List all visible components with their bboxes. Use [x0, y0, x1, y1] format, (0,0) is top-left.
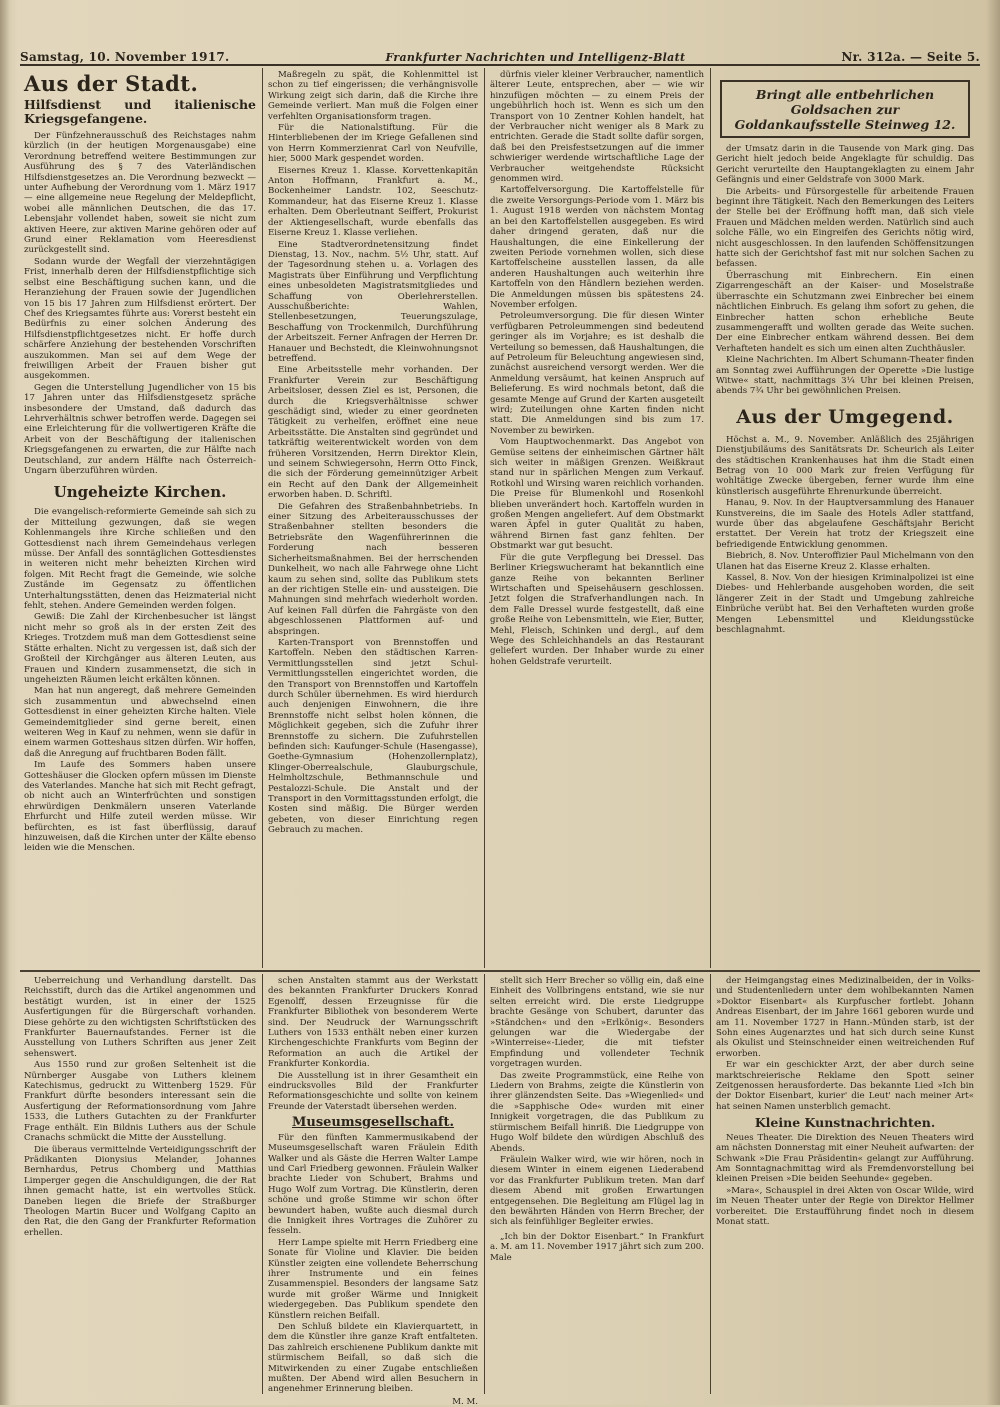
- paragraph: Aus 1550 rund zur großen Seltenheit ist die Nürnberger Ausgabe von Luthers kleinem Katechismus, gedruckt zu Wittenberg 1529. Für Frankfurt dürfte besonders interessant sein die Ausfertigung der Reformationsordnung vom Jahre 1533, die Luthers Gutachten zu der Frankfurter Frage enthält. Ein Bildnis Luthers aus der Schule Cranachs schmückt die Mitte der Ausstellung.: [24, 1060, 256, 1144]
- paragraph: Die Ausstellung ist in ihrer Gesamtheit ein eindrucksvolles Bild der Frankfurter Reformationsgeschichte und sollte von keinem Freunde der Vaterstadt übersehen werden.: [268, 1070, 478, 1112]
- paragraph: der Umsatz darin in die Tausende von Mark ging. Das Gericht hielt jedoch beide Angeklagte für schuldig. Das Gericht verurteilte den Hauptangeklagten zu einem Jahr Gefängnis und einer Geldstrafe von 3000 Mark.: [716, 144, 974, 186]
- paragraph: Vom Hauptwochenmarkt. Das Angebot von Gemüse seitens der einheimischen Gärtner hält sich weiter in mäßigen Grenzen. Weißkraut stand nur in spärlichen Mengen zum Verkauf. Rotkohl und Wirsing waren reichlich vorhanden. Die Preise für Blumenkohl und Rosenkohl blieben unverändert hoch. Kartoffeln wurden in großen Mengen angeliefert. Auf dem Obstmarkt waren Äpfel in guter Qualität zu haben, während Birnen fast ganz fehlten. Der Obstmarkt war gut besucht.: [490, 437, 704, 552]
- paragraph: Kartoffelversorgung. Die Kartoffelstelle für die zweite Versorgungs-Periode vom 1. März bis 1. August 1918 werden von nächstem Montag an bei den Kartoffelstellen ausgegeben. Es wird daher dringend geraten, daß nur die Haushaltungen, die eine Einkellerung der zweiten Periode vornehmen wollen, sich diese Kartoffelscheine ausstellen lassen, da alle anderen Haushaltungen auch weiterhin ihre Kartoffeln von den Händlern beziehen werden. Die Anmeldungen müssen bis spätestens 24. November erfolgen.: [490, 185, 704, 310]
- lower-column-4: [716, 976, 974, 1396]
- column-rule: [710, 974, 711, 1394]
- article-kirchen-body: [24, 507, 256, 853]
- page-edge-shadow: [986, 0, 1000, 1405]
- paragraph-eisenbart-intro: „Ich bin der Doktor Eisenbart.“ In Frankfurt a. M. am 11. November 1917 jährt sich zum 200. Male: [490, 1231, 704, 1263]
- paragraph: Den Schluß bildete ein Klavierquartett, in dem die Künstler ihre ganze Kraft entfalteten. Das zahlreich erschienene Publikum dankte mit stürmischem Beifall, so daß sich die Mitwirkenden zu einer Zugabe entschließen mußten. Der Abend wird allen Besuchern in angenehmer Erinnerung bleiben.: [268, 1322, 478, 1395]
- column-3: [490, 70, 704, 966]
- column-1: [24, 70, 256, 966]
- header-masthead: Frankfurter Nachrichten und Intelligenz-Blatt: [385, 51, 686, 64]
- article-title-museumsgesellschaft: Museumsgesellschaft.: [291, 1115, 455, 1131]
- paragraph: Hanau, 9. Nov. In der Hauptversammlung des Hanauer Kunstvereins, die im Saale des Hotels Adler stattfand, wurde über das abgelaufene Geschäftsjahr Bericht erstattet. Der Verein hat trotz der Kriegszeit eine befriedigende Entwicklung genommen.: [716, 498, 974, 550]
- paragraph: Überraschung mit Einbrechern. Ein einen Zigarrengeschäft an der Kaiser- und Moselstraße überraschte ein Schutzmann zwei Einbrecher bei einem nächtlichen Einbruch. Es gelang ihm sofort zu gehen, die Einbrecher hatten schon erhebliche Beute zusammengerafft und wollten gerade das Weite suchen. Der eine Einbrecher entkam während dessen. Bei dem Verhafteten handelt es sich um einen alten Zuchthäusler.: [716, 270, 974, 354]
- paragraph: Eine Arbeitsstelle mehr vorhanden. Der Frankfurter Verein zur Beschäftigung Arbeitsloser, dessen Ziel es ist, Personen, die durch die Kriegsverhältnisse schwer geschädigt sind, wieder zu einer geordneten Tätigkeit zu verhelfen, eröffnet eine neue Arbeitsstätte. Die Anstalten sind gegründet und tatkräftig weiterentwickelt worden von dem früheren Vorsitzenden, Herrn Direktor Klein, und seinem Schwiegersohn, Herrn Otto Finck, die sich der Förderung gemeinnütziger Arbeit ein Recht auf den Dank der Allgemeinheit erworben haben. D. Schriftl.: [268, 365, 478, 501]
- paragraph: Man hat nun angeregt, daß mehrere Gemeinden sich zusammentun und abwechselnd einen Gottesdienst in einer geheizten Kirche halten. Viele Gemeindemitglieder sind gerne bereit, einen weiteren Weg in Kauf zu nehmen, wenn sie dafür in einem warmen Gotteshaus sitzen dürfen. Wir hoffen, daß die Anregung auf fruchtbaren Boden fällt.: [24, 686, 256, 759]
- article-signature: M. M.: [452, 1396, 478, 1407]
- paragraph: Petroleumversorgung. Die für diesen Winter verfügbaren Petroleummengen sind bedeutend geringer als im Vorjahre; es ist deshalb die Verteilung so bemessen, daß Haushaltungen, die auf Petroleum für Beleuchtung angewiesen sind, zunächst ausreichend versorgt werden. Wer die Anmeldung versäumt, hat keinen Anspruch auf Belieferung. Es wird nochmals betont, daß die gesamte Menge auf Grund der Karten ausgeteilt wird; Zuteilungen ohne Karten finden nicht statt. Die Anmeldungen sind bis zum 17. November zu bewirken.: [490, 311, 704, 436]
- paragraph: Für die Nationalstiftung. Für die Hinterbliebenen der im Kriege Gefallenen sind von Herrn Kommerzienrat Carl von Neufville, hier, 5000 Mark gespendet worden.: [268, 123, 478, 165]
- header-date: Samstag, 10. November 1917.: [20, 50, 230, 64]
- paragraph: Biebrich, 8. Nov. Unteroffizier Paul Michelmann von den Ulanen hat das Eiserne Kreuz 2. Klasse erhalten.: [716, 551, 974, 572]
- column-rule: [484, 974, 485, 1394]
- paragraph: Die evangelisch-reformierte Gemeinde sah sich zu der Mitteilung gezwungen, daß sie wegen Kohlenmangels ihre Kirche schließen und den Gottesdienst nach ihrem Gemeindehaus verlegen müsse. Der Anfall des sonntäglichen Gottesdienstes in weiteren nicht mehr beheizten Kirchen wird folgen. Mit Recht fragt die Gemeinde, wie solche Zustände im Gegensatz zu öffentlichen Unterhaltungsstätten, denen das Heizmaterial nicht fehlt, stehen. Andere Gemeinden werden folgen.: [24, 507, 256, 612]
- column-2: [268, 70, 478, 966]
- paragraph: Eine Stadtverordnetensitzung findet Dienstag, 13. Nov., nachm. 5½ Uhr, statt. Auf der Tagesordnung stehen u. a. Vorlagen des Magistrats über Einführung und Verpflichtung eines unbesoldeten Magistratsmitgliedes und Schaffung von Oberlehrerstellen. Ausschußberichte: Wahlen, Stellenbesetzungen, Teuerungszulage, Beschaffung von Trockenmilch, Durchführung der Arbeitszeit. Ferner Anfragen der Herren Dr. Hanauer und Bechstedt, die Kleinwohnungsnot betreffend.: [268, 239, 478, 364]
- paragraph: Der Fünfzehnerausschuß des Reichstages nahm kürzlich (in der heutigen Morgenausgabe) eine Verordnung betreffend weitere Bestimmungen zur Ausführung des § 7 des Vaterländischen Hilfsdienstgesetzes an. Die Verordnung bezweckt — unter Aufhebung der Verordnung vom 1. März 1917 — eine allgemeine neue Regelung der Meldepflicht, wobei alle männlichen Deutschen, die das 17. Lebensjahr vollendet haben, soweit sie nicht zum aktiven Heere, zur aktiven Marine gehören oder auf Grund einer Reklamation vom Heeresdienst zurückgestellt sind.: [24, 131, 256, 256]
- lower-column-2: [268, 976, 478, 1407]
- section-rule: [20, 970, 980, 972]
- column-rule: [262, 974, 263, 1394]
- paragraph: schen Anstalten stammt aus der Werkstatt des bekannten Frankfurter Druckers Konrad Egenolff, dessen Erzeugnisse für die Frankfurter Bibliothek von besonderem Werte sind. Der Neudruck der Warnungsschrift Luthers von 1533 enthält neben einer kurzen Kirchengeschichte Frankfurts vom Beginn der Reformation an auch die Artikel der Frankfurter Konkordia.: [268, 976, 478, 1070]
- lower-column-3: [490, 976, 704, 1396]
- paragraph: Gegen die Unterstellung Jugendlicher von 15 bis 17 Jahren unter das Hilfsdienstgesetz spräche insbesondere der Umstand, daß dadurch das Lehrverhältnis schwer betroffen werde. Dagegen sei eine Erleichterung für die vollwertigeren Kräfte die Arbeit von der Beschäftigung der italienischen Kriegsgefangenen zu erwarten, die zur Hälfte nach Deutschland, zur andern Hälfte nach Österreich-Ungarn überzuführen würden.: [24, 382, 256, 476]
- paragraph: Höchst a. M., 9. November. Anläßlich des 25jährigen Dienstjubiläums des Sanitätsrats Dr. Scheurich als Leiter des städtischen Krankenhauses hat ihm die Stadt einen Betrag von 10 000 Mark zur freien Verfügung für wohltätige Zwecke übergeben, ferner wurde ihm eine künstlerisch ausgeführte Ehrenurkunde überreicht.: [716, 434, 974, 497]
- paragraph: Eisernes Kreuz 1. Klasse. Korvettenkapitän Anton Hoffmann, Frankfurt a. M., Bockenheimer Landstr. 102, Seeschutz-Kommandeur, hat das Eiserne Kreuz 1. Klasse erhalten. Dem Oberleutnant Seiffert, Prokurist der Aktiengesellschaft, wurde ebenfalls das Eiserne Kreuz 1. Klasse verliehen.: [268, 165, 478, 239]
- paragraph: Die überaus vermittelnde Verteidigungsschrift der Prädikanten Dionysius Melander, Johannes Bernhardus, Petrus Chomberg und Matthias Limperger gegen die Anschuldigungen, die der Rat ihnen gemacht hatte, ist ein wertvolles Stück. Daneben liegen die Briefe der Straßburger Theologen Martin Bucer und Wolfgang Capito an den Rat, die den Gang der Frankfurter Reformation erhellen.: [24, 1144, 256, 1238]
- paragraph: Sodann wurde der Wegfall der vierzehntägigen Frist, innerhalb deren der Hilfsdienstpflichtige sich selbst eine Beschäftigung suchen kann, und die Heranziehung der Frauen sowie der Jugendlichen von 15 bis 17 Jahren zum Hilfsdienst erörtert. Der Chef des Kriegsamtes führte aus: Vorerst besteht ein Bedürfnis zu einer solchen Änderung des Hilfsdienstpflichtgesetzes nicht. Er hoffe durch schärfere Anziehung der bestehenden Vorschriften auszukommen. Man sei auf dem Wege der freiwilligen Arbeit der Frauen bisher gut ausgekommen.: [24, 256, 256, 382]
- paragraph: stellt sich Herr Brecher so völlig ein, daß eine Einheit des Vollbringens entstand, wie sie nur selten erreicht wird. Die erste Liedgruppe brachte Gesänge von Schubert, darunter das »Ständchen« und den »Erlkönig«. Besonders gelungen war die Wiedergabe der »Winterreise«-Lieder, die mit tiefster Empfindung und vollendeter Technik vorgetragen wurden.: [490, 976, 704, 1070]
- column-4: [716, 144, 974, 966]
- paragraph: Die Arbeits- und Fürsorgestelle für arbeitende Frauen beginnt ihre Tätigkeit. Nach den Bemerkungen des Leiters der Stelle bei der Eröffnung hofft man, daß sich viele Frauen und Mädchen melden werden. Natürlich sind auch solche Fälle, wo ein Eingreifen des Gerichts nötig wird, nicht ausgeschlossen. In den laufenden Schöffensitzungen hatte sich der Gerichtshof fast mit nur solchen Sachen zu befassen.: [716, 186, 974, 270]
- paragraph: der Heimgangstag eines Medizinalbeiden, der in Volks- und Studentenliedern unter dem wohlbekannten Namen »Doktor Eisenbart« als Kurpfuscher fortlebt. Johann Andreas Eisenbart, der im Jahre 1661 geboren wurde und am 11. November 1727 in Hann.-Münden starb, ist der Sohn eines Augenarztes und hat sich durch seine Kunst als Okulist und Steinschneider einen weitreichenden Ruf erworben.: [716, 976, 974, 1059]
- gold-collection-ad: [720, 80, 970, 138]
- paragraph: Maßregeln zu spät, die Kohlenmittel ist schon zu tief eingerissen; die verhängnisvolle Wirkung zeigt sich darin, daß die Kirche ihre Gemeinde verliert. Man muß die Folgen einer verfehlten Organisationsform tragen.: [268, 70, 478, 122]
- paragraph: Fräulein Walker wird, wie wir hören, noch in diesem Winter in einem eigenen Liederabend vor das Frankfurter Publikum treten. Man darf diesem Abend mit großen Erwartungen entgegensehen. Die Begleitung am Flügel lag in den bewährten Händen von Herrn Brecher, der sich als feinfühliger Begleiter erwies.: [490, 1154, 704, 1228]
- paragraph: Für den fünften Kammermusikabend der Museumsgesellschaft waren Fräulein Edith Walker und als Gäste die Herren Walter Lampe und Carl Friedberg gewonnen. Fräulein Walker brachte Lieder von Schubert, Brahms und Hugo Wolf zum Vortrag. Die Künstlerin, deren schöne und große Stimme wir schon öfter bewundert haben, wußte auch diesmal durch die Innigkeit ihres Vortrages die Zuhörer zu fesseln.: [268, 1132, 478, 1237]
- page-gutter-shadow: [0, 0, 10, 1405]
- paragraph: Ueberreichung und Verhandlung darstellt. Das Reichsstift, durch das die Artikel angenommen und bestätigt wurden, ist in einer der 1525 Ausfertigungen für die Bürgerschaft vorhanden. Diese gehörte zu den wichtigsten Schriftstücken des Frankfurter Bauernaufstandes. Ferner ist die Ausstellung von Luthers Schriften aus jener Zeit sehenswert.: [24, 976, 256, 1059]
- paragraph: Kleine Nachrichten. Im Albert Schumann-Theater finden am Sonntag zwei Aufführungen der Operette »Die lustige Witwe« statt, nachmittags 3¼ Uhr bei kleinen Preisen, abends 7¾ Uhr bei gewöhnlichen Preisen.: [716, 355, 974, 397]
- paragraph: »Mara«, Schauspiel in drei Akten von Oscar Wilde, wird im Neuen Theater unter der Regie von Direktor Hellmer vorbereitet. Die Erstaufführung findet noch in diesem Monat statt.: [716, 1185, 974, 1227]
- paragraph: Er war ein geschickter Arzt, der aber durch seine marktschreierische Reklame den Spott seiner Zeitgenossen herausforderte. Das bekannte Lied »Ich bin der Doktor Eisenbart, kurier' die Leut' nach meiner Art« hat seinen Namen unsterblich gemacht.: [716, 1060, 974, 1112]
- section-title-aus-der-umgegend: Aus der Umgegend.: [736, 405, 954, 428]
- paragraph: Gewiß: Die Zahl der Kirchenbesucher ist längst nicht mehr so groß als in der ersten Zeit des Krieges. Trotzdem muß man dem Gottesdienst seine Stätte erhalten. Nicht zu vergessen ist, daß sich der Großteil der Kirchgänger aus älteren Leuten, aus Frauen und Kindern zusammensetzt, die sich in ungeheizten Räumen leicht erkälten können.: [24, 612, 256, 685]
- ad-text: Bringt alle entbehrlichen Goldsachen zur Goldankaufsstelle Steinweg 12.: [734, 86, 956, 132]
- paragraph: Für die gute Verpflegung bei Dressel. Das Berliner Kriegswucheramt hat bekanntlich eine ganze Reihe von bekannten Berliner Wirtschaften und Speisehäusern geschlossen. Jetzt folgen die Strafverhandlungen nach. In dem Falle Dressel wurde festgestellt, daß eine große Reihe von Lebensmitteln, wie Eier, Butter, Mehl, Fleisch, Schinken und dergl., auf dem Wege des Schleichhandels an das Restaurant geliefert wurden. Der Inhaber wurde zu einer hohen Geldstrafe verurteilt.: [490, 552, 704, 667]
- paragraph: Im Laufe des Sommers haben unsere Gotteshäuser die Glocken opfern müssen im Dienste des Vaterlandes. Manche hat sich mit Recht gefragt, ob nicht auch an Winterfrüchten und sonstigen ehrwürdigen Denkmälern unseren Vaterlande Ehrfurcht und Hilfe zuteil werden müsse. Wir befürchten, es ist fast überflüssig, darauf hinzuweisen, daß die Kirchen unter der Kälte ebenso leiden wie die Menschen.: [24, 760, 256, 854]
- column-rule: [484, 68, 485, 968]
- header-page-number: Nr. 312a. — Seite 5.: [841, 50, 980, 64]
- article-title-kleine-kunstnachrichten: Kleine Kunstnachrichten.: [754, 1115, 936, 1131]
- page-header: [20, 44, 980, 66]
- paragraph: Kassel, 8. Nov. Von der hiesigen Kriminalpolizei ist eine Diebes- und Hehlerbande ausgehoben worden, die seit längerer Zeit in der Stadt und Umgebung zahlreiche Einbrüche verübt hat. Bei den Verhafteten wurden große Mengen Lebensmittel und Kleidungsstücke beschlagnahmt.: [716, 573, 974, 636]
- article-hilfsdienst-body: [24, 131, 256, 476]
- paragraph: Neues Theater. Die Direktion des Neuen Theaters wird am nächsten Donnerstag mit einer Neuheit aufwarten: der Schwank »Die Frau Präsidentin« gelangt zur Aufführung. Am Sonntagnachmittag wird als Fremdenvorstellung bei kleinen Preisen »Die beiden Seehunde« gegeben.: [716, 1132, 974, 1185]
- paragraph: Das zweite Programmstück, eine Reihe von Liedern von Brahms, zeigte die Künstlerin von ihrer glänzendsten Seite. Das »Wiegenlied« und die »Sapphische Ode« wurden mit einer Innigkeit vorgetragen, die das Publikum zu stürmischem Beifall hinriß. Die Liedgruppe von Hugo Wolf bildete den würdigen Abschluß des Abends.: [490, 1070, 704, 1154]
- paragraph: dürfnis vieler kleiner Verbraucher, namentlich älterer Leute, entsprechen, aber — wie wir hinzufügen möchten — zu einem Preis der ungebührlich hoch ist. Wenn es sich um den Transport von 10 Zentner Kohlen handelt, hat der Verbraucher nicht weniger als 8 Mark zu entrichten. Gerade die Stadt sollte dafür sorgen, daß bei den Preisfestsetzungen auf die immer schwieriger werdende wirtschaftliche Lage der Verbraucher weitgehendste Rücksicht genommen wird.: [490, 70, 704, 185]
- article-title-hilfsdienst: Hilfsdienst und italienische Kriegsgefangene.: [24, 97, 256, 126]
- column-rule: [262, 68, 263, 968]
- paragraph: Herr Lampe spielte mit Herrn Friedberg eine Sonate für Violine und Klavier. Die beiden Künstler zeigten eine vollendete Beherrschung ihrer Instrumente und ein feines Zusammenspiel. Besonders der langsame Satz wurde mit großer Wärme und Innigkeit wiedergegeben. Das Publikum spendete den Künstlern reichen Beifall.: [268, 1237, 478, 1321]
- paragraph: Karten-Transport von Brennstoffen und Kartoffeln. Neben den städtischen Karren-Vermittlungsstellen sind jetzt Schul-Vermittlungsstellen eingerichtet worden, die den Transport von Brennstoffen und Kartoffeln durch Schüler übernehmen. Es wird hierdurch auch denjenigen Einwohnern, die ihre Brennstoffe nicht selbst holen können, die Möglichkeit gegeben, sich die Zufuhr ihrer Brennstoffe zu sichern. Die Zufuhrstellen befinden sich: Kaufunger-Schule (Hasengasse), Goethe-Gymnasium (Hohenzollernplatz), Klinger-Oberrealschule, Glauburgschule, Helmholtzschule, Bethmannschule und Pestalozzi-Schule. Die Anstalt und der Transport in den Vormittagsstunden erfolgt, die Kosten sind mäßig. Die Bürger werden gebeten, von dieser Einrichtung regen Gebrauch zu machen.: [268, 637, 478, 836]
- lower-column-1: [24, 976, 256, 1396]
- section-title-aus-der-stadt: Aus der Stadt.: [24, 71, 199, 96]
- article-title-ungeheizte-kirchen: Ungeheizte Kirchen.: [53, 483, 227, 502]
- paragraph: Die Gefahren des Straßenbahnbetriebs. In einer Sitzung des Arbeiterausschusses der Straßenbahner stellten besonders die Betriebsräte den Wagenführerinnen die Forderung nach besseren Sicherheitsmaßnahmen. Bei der herrschenden Dunkelheit, wo nach alle Fahrwege ohne Licht kaum zu sehen sind, sollte das Publikum stets an der richtigen Stelle ein- und aussteigen. Die Mahnungen sind mehrfach wiederholt worden. Auf keinen Fall dürfen die Fahrgäste von den abgeschlossenen Plattformen auf- und abspringen.: [268, 501, 478, 637]
- column-rule: [710, 68, 711, 968]
